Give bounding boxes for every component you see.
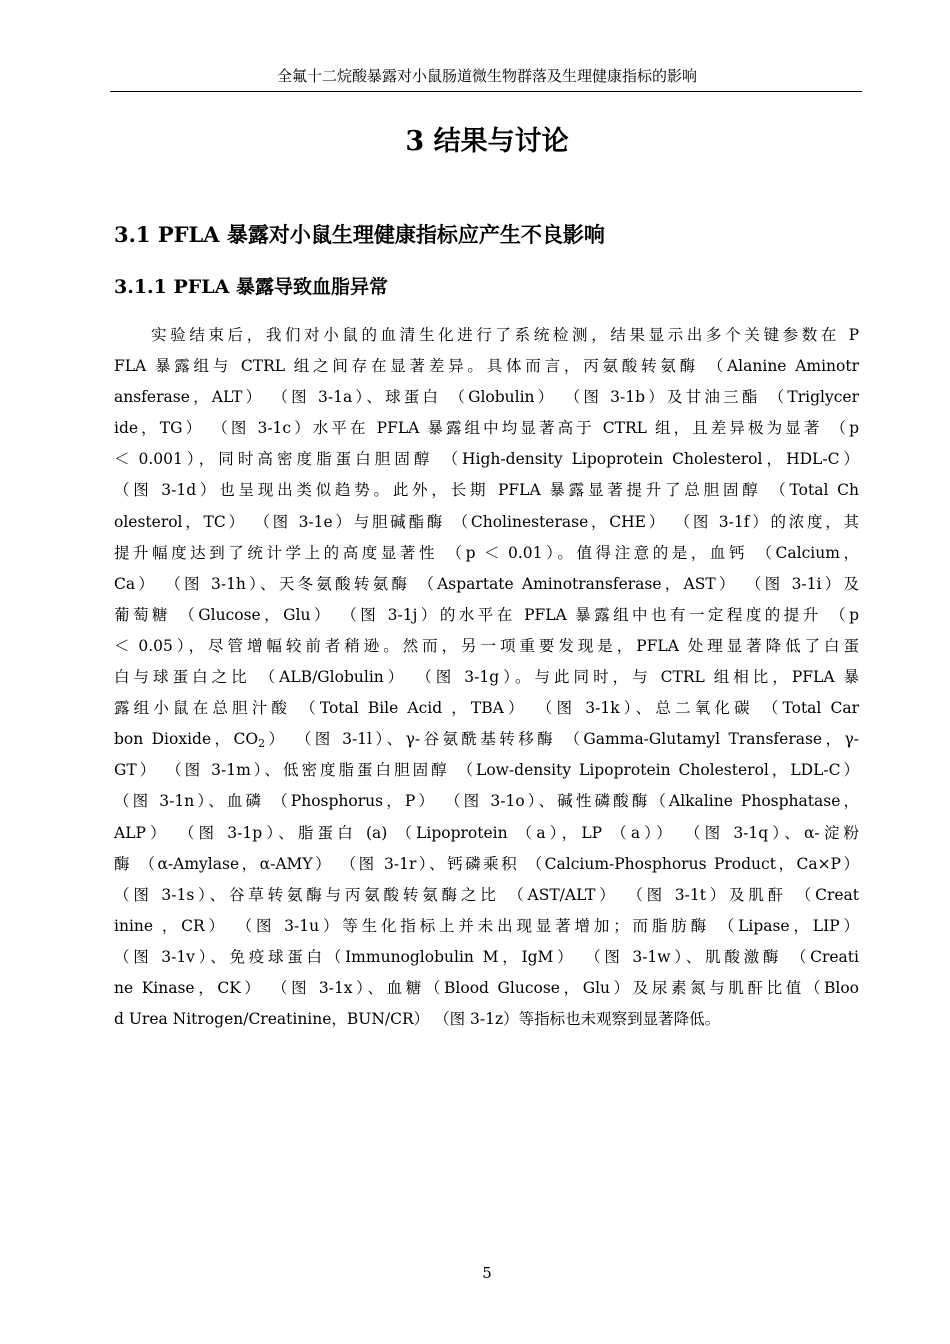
body-paragraph (114, 320, 859, 1035)
paragraph-line: （图 3-1v）、免疫球蛋白（Immunoglobulin M，IgM） （图 3-1w）、肌酸激酶 （Creati (114, 947, 859, 966)
paragraph-line: Ca） （图 3-1h）、天冬氨酸转氨酶 （Aspartate Aminotransferase，AST） （图 3-1i）及 (114, 574, 859, 593)
paragraph-line: 白与球蛋白之比 （ALB/Globulin） （图 3-1g）。与此同时，与 CTRL 组相比，PFLA 暴 (114, 668, 859, 687)
paragraph-line: 实验结束后，我们对小鼠的血清生化进行了系统检测，结果显示出多个关键参数在 P (151, 326, 859, 344)
paragraph-line: ne Kinase，CK） （图 3-1x）、血糖（Blood Glucose，Glu）及尿素氮与肌酐比值（Bloo (114, 978, 859, 997)
line-text: bon Dioxide，CO (114, 730, 259, 749)
running-header: 全氟十二烷酸暴露对小鼠肠道微生物群落及生理健康指标的影响 (276, 67, 697, 85)
paragraph-line: （图 3-1n）、血磷 （Phosphorus，P） （图 3-1o）、碱性磷酸酶（Alkaline Phosphatase， (114, 792, 859, 811)
page-number: 5 (482, 1264, 492, 1282)
header-rule (110, 91, 862, 92)
paragraph-line: （图 3-1s）、谷草转氨酶与丙氨酸转氨酶之比 （AST/ALT） （图 3-1t）及肌酐 （Creat (114, 885, 859, 904)
paragraph-line: inine ，CR） （图 3-1u）等生化指标上并未出现显著增加；而脂肪酶 （Lipase，LIP） (114, 916, 859, 935)
paragraph-line: d Urea Nitrogen/Creatinine，BUN/CR） （图 3-1z）等指标也未观察到显著降低。 (114, 1010, 721, 1029)
subsection-title: 3.1.1 PFLA 暴露导致血脂异常 (114, 276, 388, 298)
paragraph-line: ＜ 0.001），同时高密度脂蛋白胆固醇 （High-density Lipoprotein Cholesterol，HDL-C） (114, 450, 859, 469)
section-title: 3.1 PFLA 暴露对小鼠生理健康指标应产生不良影响 (114, 222, 605, 247)
paragraph-line: FLA 暴露组与 CTRL 组之间存在显著差异。具体而言，丙氨酸转氨酶 （Alanine Aminotr (114, 357, 859, 376)
paragraph-line: ALP） （图 3-1p）、脂蛋白 (a) （Lipoprotein （a），LP （a）） （图 3-1q）、α-淀粉 (114, 823, 859, 842)
co2-subscript: 2 (258, 737, 266, 751)
paragraph-line: 酶 （α-Amylase，α-AMY） （图 3-1r）、钙磷乘积 （Calcium-Phosphorus Product，Ca×P） (114, 854, 859, 873)
paragraph-line: 葡萄糖 （Glucose，Glu） （图 3-1j）的水平在 PFLA 暴露组中也有一定程度的提升 （p (114, 605, 859, 624)
paragraph-line: GT） （图 3-1m）、低密度脂蛋白胆固醇 （Low-density Lipoprotein Cholesterol，LDL-C） (114, 761, 859, 780)
line-text: ） （图 3-1l）、γ-谷氨酰基转移酶 （Gamma-Glutamyl Transferase，γ- (265, 730, 859, 749)
paragraph-line (114, 724, 859, 755)
paragraph-line: ＜ 0.05），尽管增幅较前者稍逊。然而，另一项重要发现是，PFLA 处理显著降低了白蛋 (114, 636, 859, 655)
paragraph-line: ide，TG） （图 3-1c）水平在 PFLA 暴露组中均显著高于 CTRL 组，且差异极为显著 （p (114, 419, 859, 438)
paragraph-line: olesterol，TC） （图 3-1e）与胆碱酯酶 （Cholinesterase，CHE） （图 3-1f）的浓度，其 (114, 512, 859, 531)
paragraph-line: 露组小鼠在总胆汁酸 （Total Bile Acid ，TBA） （图 3-1k）、总二氧化碳 （Total Car (114, 699, 859, 718)
chapter-title: 3 结果与讨论 (405, 126, 569, 157)
paragraph-line: （图 3-1d）也呈现出类似趋势。此外，长期 PFLA 暴露显著提升了总胆固醇 （Total Ch (114, 481, 859, 500)
paragraph-line: ansferase，ALT） （图 3-1a）、球蛋白 （Globulin） （图 3-1b）及甘油三酯 （Triglycer (114, 388, 859, 407)
paragraph-line: 提升幅度达到了统计学上的高度显著性 （p ＜ 0.01）。值得注意的是，血钙 （Calcium， (114, 543, 859, 562)
